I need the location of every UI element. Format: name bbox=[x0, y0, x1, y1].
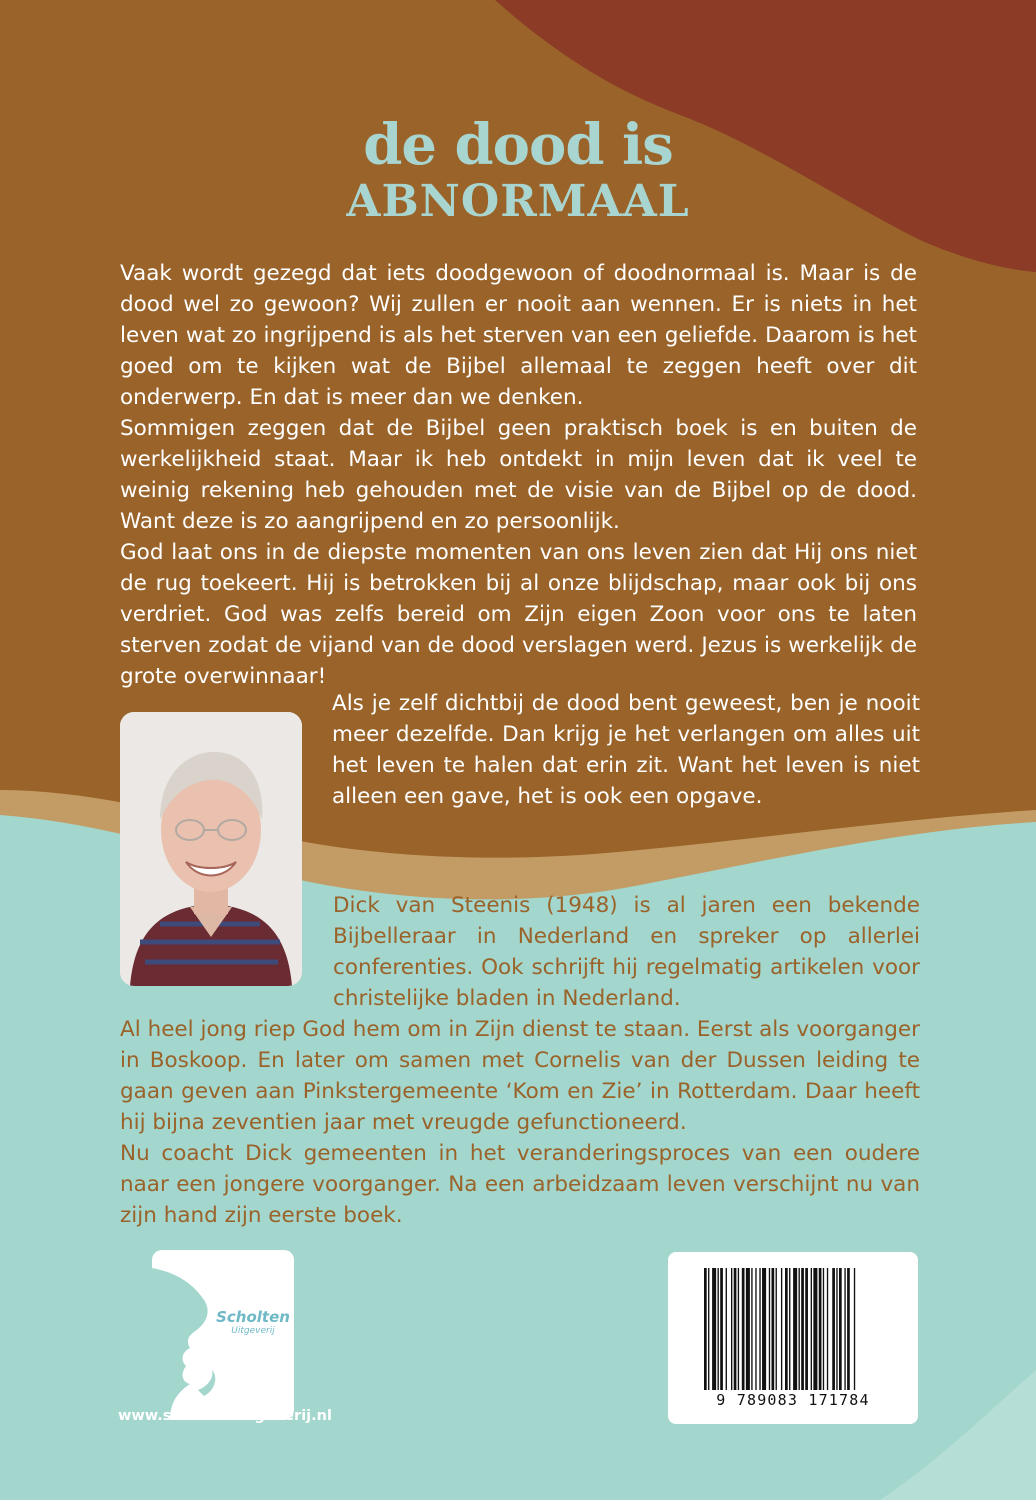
barcode-bar bbox=[839, 1268, 842, 1390]
blurb-intro bbox=[120, 258, 917, 692]
blurb-paragraph: Vaak wordt gezegd dat iets doodgewoon of doodnormaal is. Maar is de dood wel zo gewoon? Wij zullen er nooit aan wennen. Er is niets in het leven wat zo ingrijpend is als het sterven van een geliefde. Daarom is het goed om te kijken wat de Bijbel allemaal te zeggen heeft over dit onderwerp. En dat is meer dan we denken. bbox=[120, 261, 917, 410]
barcode-bar bbox=[827, 1268, 828, 1390]
barcode-bar bbox=[755, 1268, 756, 1390]
barcode-bar bbox=[819, 1268, 822, 1390]
barcode-bar bbox=[789, 1268, 790, 1390]
barcode-bar bbox=[726, 1268, 727, 1390]
barcode-bar bbox=[746, 1268, 750, 1390]
author-bio-full bbox=[120, 1014, 920, 1231]
barcode-bar bbox=[731, 1268, 732, 1390]
barcode-bar bbox=[720, 1268, 723, 1390]
title-line-1: de dood is bbox=[363, 112, 673, 178]
barcode-bar bbox=[708, 1268, 709, 1390]
blurb-paragraph: God laat ons in de diepste momenten van ons leven zien dat Hij ons niet de rug toekeert. Hij is betrokken bij al onze blijdschap, maar ook bij ons verdriet. God was zelfs bereid om Zijn eigen Zoon voor ons te laten sterven zodat de vijand van de dood verslagen werd. Jezus is werkelijk de grote overwinnaar! bbox=[120, 540, 917, 689]
barcode-bar bbox=[847, 1268, 850, 1390]
barcode-bar bbox=[832, 1268, 835, 1390]
barcode-bar bbox=[769, 1268, 770, 1390]
blurb-paragraph: Als je zelf dichtbij de dood bent geweest, ben je nooit meer dezelfde. Dan krijg je het verlangen om alles uit het leven te halen dat erin zit. Want het leven is niet alleen een gave, het is ook een opgave. bbox=[332, 691, 920, 809]
barcode-bar bbox=[799, 1268, 800, 1390]
publisher-logo bbox=[152, 1250, 294, 1420]
author-photo bbox=[120, 712, 302, 986]
publisher-name: Scholten bbox=[216, 1308, 290, 1326]
bio-paragraph: Nu coacht Dick gemeenten in het veranderingsproces van een oudere naar een jongere voorganger. Na een arbeidzaam leven verschijnt nu van zijn hand zijn eerste boek. bbox=[120, 1141, 920, 1228]
barcode-bar bbox=[751, 1268, 752, 1390]
barcode-bar bbox=[793, 1268, 797, 1390]
barcode-bar bbox=[712, 1268, 716, 1390]
barcode-bar bbox=[844, 1268, 845, 1390]
barcode-bar bbox=[759, 1268, 760, 1390]
barcode-bar bbox=[836, 1268, 837, 1390]
barcode-bar bbox=[776, 1268, 777, 1390]
barcode-bar bbox=[738, 1268, 739, 1390]
isbn-number: 9 789083 171784 bbox=[716, 1391, 870, 1409]
isbn-barcode bbox=[668, 1252, 918, 1424]
bio-paragraph: Dick van Steenis (1948) is al jaren een bekende Bijbelleraar in Nederland en spreker op allerlei conferenties. Ook schrijft hij regelmatig artikelen voor christelijke bladen in Nederland. bbox=[333, 893, 920, 1011]
barcode-bar bbox=[785, 1268, 788, 1390]
barcode-bar bbox=[734, 1268, 737, 1390]
barcode-bar bbox=[854, 1268, 855, 1390]
barcode-bar bbox=[781, 1268, 782, 1390]
barcode-bar bbox=[813, 1268, 817, 1390]
barcode-bar bbox=[704, 1268, 707, 1390]
publisher-subtitle: Uitgeverij bbox=[231, 1326, 275, 1336]
blurb-closing bbox=[332, 688, 920, 812]
barcode-bar bbox=[801, 1268, 804, 1390]
author-bio-side bbox=[333, 890, 920, 1014]
title-line-2: ABNORMAAL bbox=[346, 176, 690, 227]
barcode-bar bbox=[823, 1268, 824, 1390]
barcode-bar bbox=[718, 1268, 719, 1390]
publisher-url[interactable]: www.scholtenuitgeverij.nl bbox=[118, 1408, 332, 1424]
barcode-bar bbox=[811, 1268, 812, 1390]
barcode-bar bbox=[772, 1268, 775, 1390]
barcode-bar bbox=[762, 1268, 766, 1390]
barcode-bar bbox=[742, 1268, 745, 1390]
blurb-paragraph: Sommigen zeggen dat de Bijbel geen praktisch boek is en buiten de werkelijkheid staat. Maar ik heb ontdekt in mijn leven dat ik veel te weinig rekening heb gehouden met de visie van de Bijbel op de dood. Want deze is zo aangrijpend en zo persoonlijk. bbox=[120, 416, 917, 534]
barcode-bar bbox=[805, 1268, 808, 1390]
bio-paragraph: Al heel jong riep God hem om in Zijn dienst te staan. Eerst als voorganger in Boskoop. En later om samen met Cornelis van der Dussen leiding te gaan geven aan Pinkstergemeente ‘Kom en Zie’ in Rotterdam. Daar heeft hij bijna zeventien jaar met vreugde gefunctioneerd. bbox=[120, 1017, 920, 1135]
